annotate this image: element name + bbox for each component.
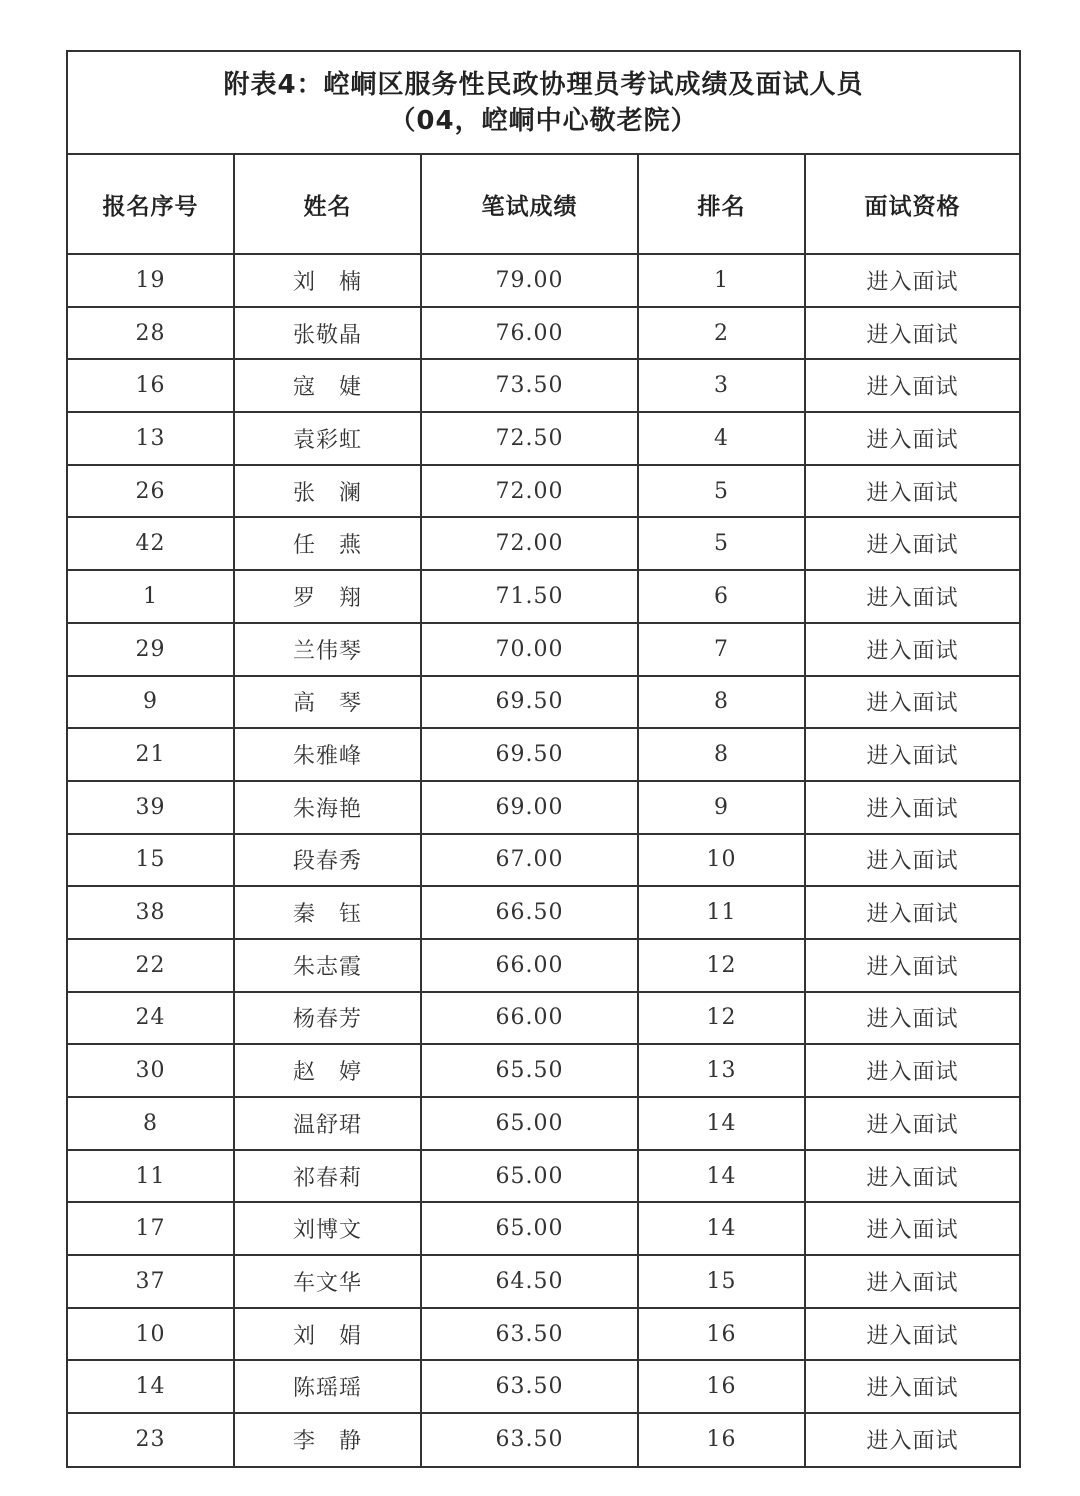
cell-name: 赵 婷: [234, 1044, 421, 1097]
cell-status: 进入面试: [805, 1255, 1019, 1308]
table-row: [68, 781, 1019, 834]
cell-rank: 4: [638, 412, 805, 465]
cell-name: 秦 钰: [234, 886, 421, 939]
cell-rank: 13: [638, 1044, 805, 1097]
cell-rank: 14: [638, 1097, 805, 1150]
cell-status: 进入面试: [805, 992, 1019, 1045]
cell-score: 67.00: [421, 834, 638, 887]
cell-status: 进入面试: [805, 570, 1019, 623]
cell-name: 陈瑶瑶: [234, 1360, 421, 1413]
cell-score: 69.00: [421, 781, 638, 834]
cell-id: 28: [68, 307, 234, 360]
page-title: 附表4：崆峒区服务性民政协理员考试成绩及面试人员: [223, 69, 864, 100]
cell-status: 进入面试: [805, 1044, 1019, 1097]
cell-status: 进入面试: [805, 1413, 1019, 1466]
cell-score: 69.50: [421, 728, 638, 781]
column-header-name: 姓名: [234, 155, 421, 254]
cell-status: 进入面试: [805, 517, 1019, 570]
cell-id: 37: [68, 1255, 234, 1308]
cell-id: 16: [68, 359, 234, 412]
cell-status: 进入面试: [805, 1150, 1019, 1203]
table-header: [68, 155, 1019, 254]
cell-score: 72.00: [421, 517, 638, 570]
table-row: [68, 834, 1019, 887]
cell-status: 进入面试: [805, 465, 1019, 518]
cell-status: 进入面试: [805, 307, 1019, 360]
cell-id: 11: [68, 1150, 234, 1203]
cell-id: 23: [68, 1413, 234, 1466]
cell-id: 15: [68, 834, 234, 887]
table-row: [68, 886, 1019, 939]
cell-status: 进入面试: [805, 728, 1019, 781]
cell-rank: 16: [638, 1413, 805, 1466]
cell-name: 兰伟琴: [234, 623, 421, 676]
cell-rank: 12: [638, 939, 805, 992]
cell-status: 进入面试: [805, 359, 1019, 412]
cell-name: 祁春莉: [234, 1150, 421, 1203]
table-row: [68, 1044, 1019, 1097]
cell-status: 进入面试: [805, 1360, 1019, 1413]
cell-score: 79.00: [421, 254, 638, 307]
cell-name: 朱志霞: [234, 939, 421, 992]
table-row: [68, 570, 1019, 623]
cell-rank: 8: [638, 728, 805, 781]
table-body: [68, 254, 1019, 1466]
results-table: [68, 155, 1019, 1466]
cell-score: 63.50: [421, 1360, 638, 1413]
cell-score: 65.00: [421, 1202, 638, 1255]
cell-rank: 5: [638, 465, 805, 518]
cell-id: 38: [68, 886, 234, 939]
table-row: [68, 992, 1019, 1045]
page-subtitle: （04，崆峒中心敬老院）: [389, 105, 698, 136]
cell-id: 29: [68, 623, 234, 676]
cell-name: 刘博文: [234, 1202, 421, 1255]
cell-status: 进入面试: [805, 834, 1019, 887]
cell-rank: 2: [638, 307, 805, 360]
cell-id: 8: [68, 1097, 234, 1150]
cell-id: 30: [68, 1044, 234, 1097]
cell-status: 进入面试: [805, 939, 1019, 992]
cell-status: 进入面试: [805, 254, 1019, 307]
cell-rank: 6: [638, 570, 805, 623]
cell-status: 进入面试: [805, 886, 1019, 939]
cell-status: 进入面试: [805, 1202, 1019, 1255]
cell-name: 罗 翔: [234, 570, 421, 623]
cell-name: 温舒珺: [234, 1097, 421, 1150]
cell-score: 66.00: [421, 939, 638, 992]
cell-id: 9: [68, 676, 234, 729]
cell-rank: 16: [638, 1308, 805, 1361]
cell-rank: 8: [638, 676, 805, 729]
column-header-id: 报名序号: [68, 155, 234, 254]
cell-score: 71.50: [421, 570, 638, 623]
cell-rank: 15: [638, 1255, 805, 1308]
table-row: [68, 1413, 1019, 1466]
cell-name: 杨春芳: [234, 992, 421, 1045]
column-header-status: 面试资格: [805, 155, 1019, 254]
cell-rank: 12: [638, 992, 805, 1045]
cell-rank: 10: [638, 834, 805, 887]
cell-name: 高 琴: [234, 676, 421, 729]
table-row: [68, 1202, 1019, 1255]
table-row: [68, 1255, 1019, 1308]
cell-score: 65.50: [421, 1044, 638, 1097]
table-row: [68, 359, 1019, 412]
cell-score: 72.00: [421, 465, 638, 518]
cell-rank: 11: [638, 886, 805, 939]
cell-score: 63.50: [421, 1413, 638, 1466]
cell-name: 李 静: [234, 1413, 421, 1466]
cell-status: 进入面试: [805, 676, 1019, 729]
cell-score: 66.00: [421, 992, 638, 1045]
cell-id: 24: [68, 992, 234, 1045]
table-row: [68, 517, 1019, 570]
table-row: [68, 307, 1019, 360]
cell-id: 42: [68, 517, 234, 570]
cell-rank: 1: [638, 254, 805, 307]
cell-rank: 9: [638, 781, 805, 834]
cell-score: 63.50: [421, 1308, 638, 1361]
cell-status: 进入面试: [805, 412, 1019, 465]
cell-score: 70.00: [421, 623, 638, 676]
table-row: [68, 1097, 1019, 1150]
cell-name: 车文华: [234, 1255, 421, 1308]
table-row: [68, 939, 1019, 992]
cell-score: 69.50: [421, 676, 638, 729]
table-row: [68, 1360, 1019, 1413]
table-row: [68, 465, 1019, 518]
cell-id: 19: [68, 254, 234, 307]
cell-name: 段春秀: [234, 834, 421, 887]
table-row: [68, 623, 1019, 676]
cell-rank: 3: [638, 359, 805, 412]
cell-id: 10: [68, 1308, 234, 1361]
cell-name: 袁彩虹: [234, 412, 421, 465]
table-row: [68, 1308, 1019, 1361]
cell-name: 朱海艳: [234, 781, 421, 834]
table-row: [68, 676, 1019, 729]
table-row: [68, 412, 1019, 465]
table-row: [68, 1150, 1019, 1203]
cell-status: 进入面试: [805, 1097, 1019, 1150]
cell-name: 寇 婕: [234, 359, 421, 412]
cell-status: 进入面试: [805, 781, 1019, 834]
cell-id: 14: [68, 1360, 234, 1413]
cell-score: 65.00: [421, 1097, 638, 1150]
header-row: [68, 155, 1019, 254]
cell-id: 17: [68, 1202, 234, 1255]
title-block: [68, 52, 1019, 155]
results-sheet: [66, 50, 1021, 1468]
column-header-score: 笔试成绩: [421, 155, 638, 254]
cell-score: 72.50: [421, 412, 638, 465]
cell-id: 13: [68, 412, 234, 465]
cell-id: 21: [68, 728, 234, 781]
cell-rank: 7: [638, 623, 805, 676]
cell-score: 64.50: [421, 1255, 638, 1308]
column-header-rank: 排名: [638, 155, 805, 254]
cell-rank: 16: [638, 1360, 805, 1413]
cell-score: 73.50: [421, 359, 638, 412]
cell-status: 进入面试: [805, 1308, 1019, 1361]
cell-rank: 14: [638, 1150, 805, 1203]
cell-id: 22: [68, 939, 234, 992]
cell-name: 任 燕: [234, 517, 421, 570]
cell-id: 39: [68, 781, 234, 834]
cell-rank: 5: [638, 517, 805, 570]
table-row: [68, 254, 1019, 307]
cell-score: 76.00: [421, 307, 638, 360]
cell-name: 张敬晶: [234, 307, 421, 360]
cell-name: 刘 楠: [234, 254, 421, 307]
table-row: [68, 728, 1019, 781]
cell-name: 刘 娟: [234, 1308, 421, 1361]
cell-status: 进入面试: [805, 623, 1019, 676]
cell-name: 朱雅峰: [234, 728, 421, 781]
cell-name: 张 澜: [234, 465, 421, 518]
cell-score: 65.00: [421, 1150, 638, 1203]
cell-id: 26: [68, 465, 234, 518]
cell-score: 66.50: [421, 886, 638, 939]
cell-id: 1: [68, 570, 234, 623]
cell-rank: 14: [638, 1202, 805, 1255]
